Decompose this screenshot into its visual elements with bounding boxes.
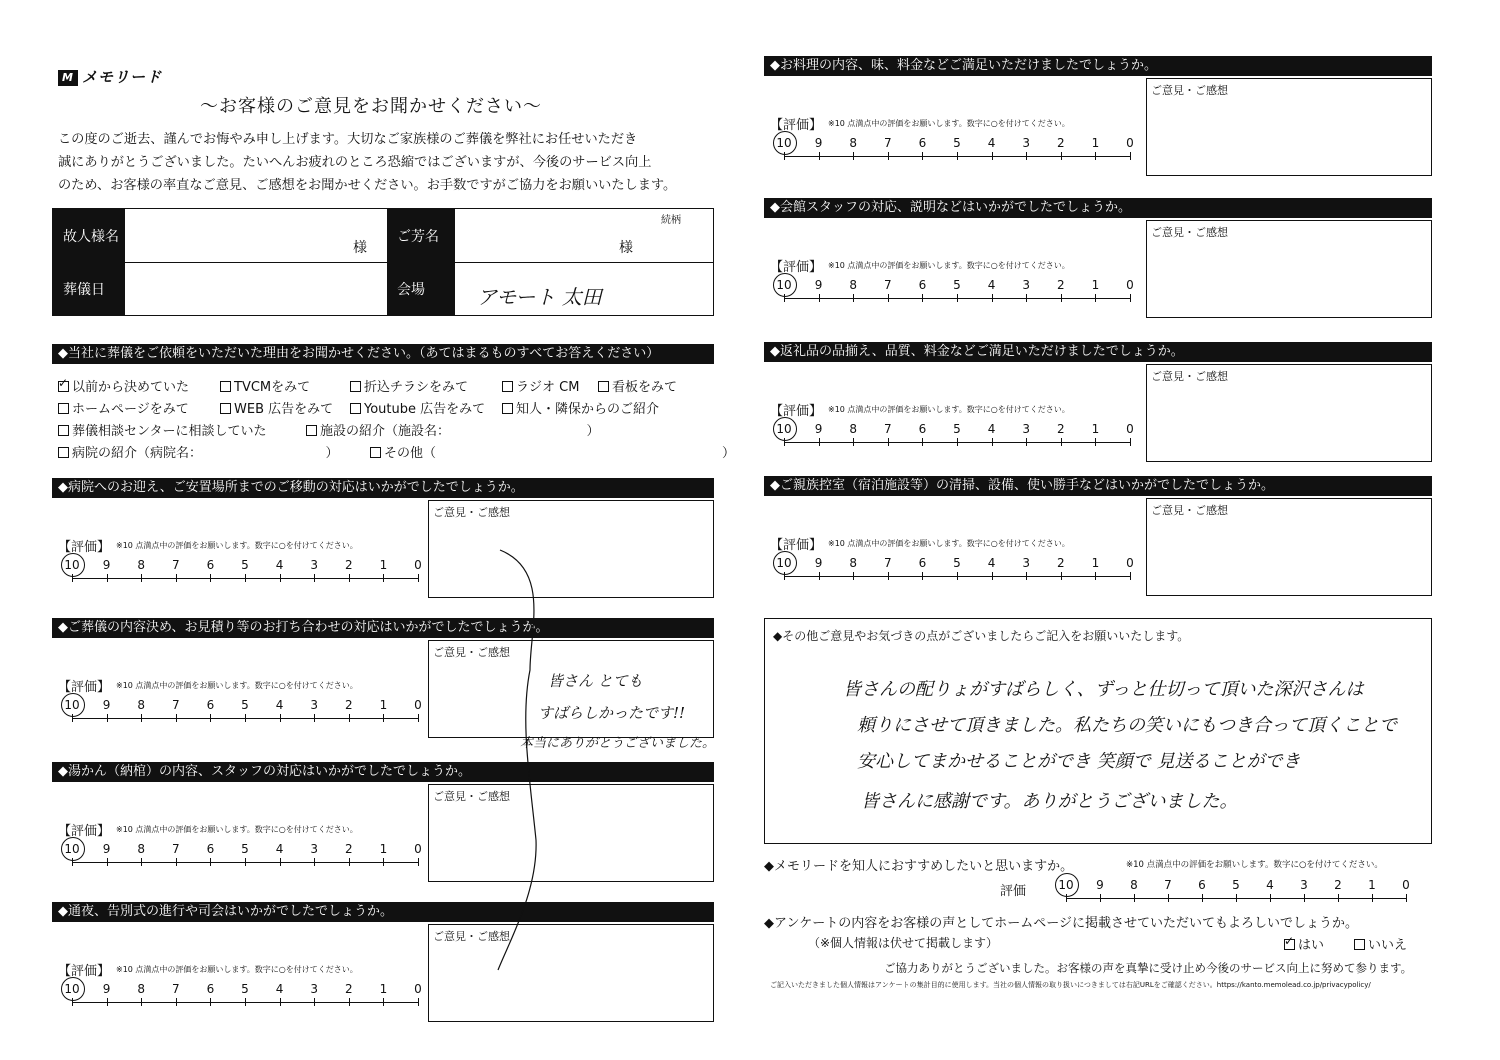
relation-label: 続柄 <box>661 215 681 226</box>
rating-option-3[interactable]: 3 <box>1022 278 1030 292</box>
q4-rating-scale <box>64 982 422 1008</box>
rating-option-2[interactable]: 2 <box>1056 556 1065 570</box>
rating-option-2[interactable]: 2 <box>344 982 353 996</box>
comment-label: ご意見・ご感想 <box>1151 84 1228 97</box>
recommend-question: ◆メモリードを知人におすすめしたいと思いますか。 <box>764 859 1074 874</box>
handwritten-note-line: 本当にありがとうございました。 <box>520 736 716 751</box>
question-heading-q1: ◆病院へのお迎え、ご安置場所までのご移動の対応はいかがでしたでしょうか。 <box>52 478 714 498</box>
rating-option-8[interactable]: 8 <box>137 982 145 996</box>
reason-label: WEB 広告をみて <box>234 402 334 417</box>
reason-checkbox[interactable] <box>370 447 381 458</box>
other-line: 皆さんに感謝です。ありがとうございました。 <box>861 791 1238 812</box>
rating-option-4[interactable]: 4 <box>987 136 996 150</box>
reason-option[interactable] <box>220 376 310 395</box>
rating-option-8[interactable]: 8 <box>849 136 857 150</box>
comment-label: ご意見・ご感想 <box>433 790 510 803</box>
rating-option-1[interactable]: 1 <box>379 558 388 572</box>
rating-label: 【評価】 <box>770 260 823 275</box>
rating-option-6[interactable]: 6 <box>206 982 215 996</box>
rating-option-10[interactable]: 10 <box>64 982 80 996</box>
rating-option-9[interactable]: 9 <box>102 982 111 996</box>
rating-option-3[interactable]: 3 <box>1022 556 1030 570</box>
recommend-rating-label: 評価 <box>1000 884 1027 899</box>
rating-option-7[interactable]: 7 <box>883 136 892 150</box>
other-line: 安心してまかせることができ 笑顔で 見送ることができ <box>857 751 1301 772</box>
comment-box-q7[interactable] <box>1146 364 1432 462</box>
rating-option-8[interactable]: 8 <box>849 556 857 570</box>
handwritten-note-line: すばらしかったです!! <box>538 704 686 722</box>
rating-option-10[interactable]: 10 <box>1058 878 1074 892</box>
reason-option[interactable] <box>350 376 468 395</box>
rating-option-4[interactable]: 4 <box>275 982 284 996</box>
reason-checkbox[interactable] <box>220 403 231 414</box>
rating-option-1[interactable]: 1 <box>1368 878 1376 892</box>
rating-option-2[interactable]: 2 <box>1056 136 1065 150</box>
q2-rating-scale <box>64 698 422 724</box>
rating-label: 【評価】 <box>58 964 111 979</box>
company-logo <box>58 66 162 87</box>
rating-option-0[interactable]: 0 <box>414 982 422 996</box>
footer-privacy: ご記入いただきました個人情報はアンケートの集計目的に使用します。当社の個人情報の取り扱いにつきましては右記URLをご確認ください。https://kanto.memolead.co.jp/privacypolicy/ <box>770 981 1371 989</box>
rating-note: ※10 点満点中の評価をお願いします。数字に○を付けてください。 <box>828 539 1070 548</box>
footer-thanks: ご協力ありがとうございました。お客様の声を真摯に受け止め今後のサービス向上に努めて参ります。 <box>884 961 1413 975</box>
publish-yes-option[interactable] <box>1284 934 1324 953</box>
publish-yes-label: はい <box>1298 938 1325 953</box>
rating-option-5[interactable]: 5 <box>953 422 961 436</box>
rating-option-1[interactable]: 1 <box>379 982 388 996</box>
rating-option-3[interactable]: 3 <box>1022 422 1030 436</box>
deceased-suffix: 様 <box>353 240 367 256</box>
comment-box-q6[interactable] <box>1146 220 1432 318</box>
rating-option-3[interactable]: 3 <box>310 558 318 572</box>
comment-label: ご意見・ご感想 <box>1151 370 1228 383</box>
rating-option-10[interactable]: 10 <box>64 558 80 572</box>
rating-option-6[interactable]: 6 <box>918 422 927 436</box>
q3-rating-scale <box>64 842 422 868</box>
comment-box-q3[interactable] <box>428 784 714 882</box>
rating-option-3[interactable]: 3 <box>310 698 318 712</box>
rating-option-1[interactable]: 1 <box>1091 556 1100 570</box>
reason-checkbox[interactable] <box>58 403 69 414</box>
reason-label: 以前から決めていた <box>72 380 190 395</box>
reason-checkbox[interactable] <box>58 447 69 458</box>
rating-option-9[interactable]: 9 <box>102 698 111 712</box>
reason-label: 看板をみて <box>612 380 678 395</box>
rating-option-8[interactable]: 8 <box>137 558 145 572</box>
publish-no-label: いいえ <box>1368 938 1408 953</box>
rating-note: ※10 点満点中の評価をお願いします。数字に○を付けてください。 <box>116 681 358 690</box>
intro-line: 誠にありがとうございました。たいへんお疲れのところ恐縮ではございますが、今後のサービス向上 <box>58 155 652 170</box>
question-heading-q2: ◆ご葬儀の内容決め、お見積り等のお打ち合わせの対応はいかがでしたでしょうか。 <box>52 618 714 638</box>
rating-option-0[interactable]: 0 <box>1126 278 1134 292</box>
other-comments-box <box>764 618 1432 844</box>
question-heading-q3: ◆湯かん（納棺）の内容、スタッフの対応はいかがでしたでしょうか。 <box>52 762 714 782</box>
rating-option-4[interactable]: 4 <box>275 698 284 712</box>
rating-option-7[interactable]: 7 <box>171 558 180 572</box>
selected-rating-circle <box>773 551 797 575</box>
selected-rating-circle <box>61 977 85 1001</box>
rating-label: 【評価】 <box>58 824 111 839</box>
comment-label: ご意見・ご感想 <box>433 506 510 519</box>
recommend-rating-scale <box>1058 878 1410 904</box>
reason-checkbox[interactable] <box>58 381 69 392</box>
reason-label: 知人・隣保からのご紹介 <box>516 402 660 417</box>
rating-option-9[interactable]: 9 <box>814 556 823 570</box>
rating-option-10[interactable]: 10 <box>776 278 792 292</box>
question-heading-q7: ◆返礼品の品揃え、品質、料金などご満足いただけましたでしょうか。 <box>764 342 1432 362</box>
reason-option[interactable] <box>350 398 485 417</box>
reason-checkbox[interactable] <box>306 425 317 436</box>
rating-label: 【評価】 <box>770 538 823 553</box>
rating-option-9[interactable]: 9 <box>814 422 823 436</box>
rating-note: ※10 点満点中の評価をお願いします。数字に○を付けてください。 <box>116 541 358 550</box>
reason-checkbox[interactable] <box>220 381 231 392</box>
question-heading-q8: ◆ご親族控室（宿泊施設等）の清掃、設備、使い勝手などはいかがでしたでしょうか。 <box>764 476 1432 496</box>
rating-option-4[interactable]: 4 <box>987 556 996 570</box>
rating-option-10[interactable]: 10 <box>776 136 792 150</box>
rating-option-6[interactable]: 6 <box>918 278 927 292</box>
reason-label: ラジオ CM <box>516 380 580 395</box>
rating-option-8[interactable]: 8 <box>849 278 857 292</box>
rating-option-8[interactable]: 8 <box>1130 878 1138 892</box>
rating-option-9[interactable]: 9 <box>814 136 823 150</box>
reason-label: Youtube 広告をみて <box>364 402 486 417</box>
rating-option-7[interactable]: 7 <box>1164 878 1172 892</box>
rating-label: 【評価】 <box>58 540 111 555</box>
reason-label: 病院の紹介（病院名： ） <box>72 446 339 461</box>
rating-option-5[interactable]: 5 <box>241 558 249 572</box>
question-heading-q4: ◆通夜、告別式の進行や司会はいかがでしたでしょうか。 <box>52 902 714 922</box>
deceased-label: 故人様名 <box>53 209 125 262</box>
rating-option-1[interactable]: 1 <box>1091 278 1100 292</box>
logo-text: メモリード <box>82 68 163 86</box>
venue-label: 会場 <box>387 263 455 315</box>
rating-note: ※10 点満点中の評価をお願いします。数字に○を付けてください。 <box>828 405 1070 414</box>
reason-checkbox[interactable] <box>598 381 609 392</box>
reason-option[interactable] <box>58 376 189 395</box>
reason-checkbox[interactable] <box>58 425 69 436</box>
q5-rating-scale <box>776 136 1134 162</box>
rating-option-4[interactable]: 4 <box>275 842 284 856</box>
rating-option-6[interactable]: 6 <box>918 556 927 570</box>
reason-option[interactable] <box>58 442 339 461</box>
reason-label: ホームページをみて <box>72 402 189 417</box>
comment-box-q1[interactable] <box>428 500 714 598</box>
rating-option-6[interactable]: 6 <box>1198 878 1206 892</box>
rating-option-6[interactable]: 6 <box>206 842 215 856</box>
rating-option-7[interactable]: 7 <box>883 422 892 436</box>
other-heading: ◆その他ご意見やお気づきの点がございましたらご記入をお願いいたします。 <box>773 629 1190 643</box>
rating-option-7[interactable]: 7 <box>171 698 180 712</box>
selected-rating-circle <box>773 131 797 155</box>
venue-value: アモート 太田 <box>477 285 602 309</box>
rating-option-9[interactable]: 9 <box>1096 878 1104 892</box>
rating-note: ※10 点満点中の評価をお願いします。数字に○を付けてください。 <box>116 965 358 974</box>
rating-option-2[interactable]: 2 <box>1056 278 1065 292</box>
rating-option-4[interactable]: 4 <box>275 558 284 572</box>
rating-option-0[interactable]: 0 <box>1402 878 1410 892</box>
other-line: 頼りにさせて頂きました。私たちの笑いにもつき合って頂くことで <box>857 715 1397 736</box>
publish-note: （※個人情報は伏せて掲載します） <box>808 936 999 950</box>
rating-option-5[interactable]: 5 <box>241 982 249 996</box>
rating-option-0[interactable]: 0 <box>414 698 422 712</box>
rating-option-9[interactable]: 9 <box>102 842 111 856</box>
selected-rating-circle <box>61 693 85 717</box>
reason-option[interactable] <box>220 398 333 417</box>
publish-no-checkbox[interactable] <box>1354 939 1365 950</box>
comment-label: ご意見・ご感想 <box>433 646 510 659</box>
name-label: ご芳名 <box>387 209 455 262</box>
rating-option-1[interactable]: 1 <box>379 698 388 712</box>
rating-option-4[interactable]: 4 <box>987 278 996 292</box>
rating-option-8[interactable]: 8 <box>137 698 145 712</box>
rating-option-6[interactable]: 6 <box>206 698 215 712</box>
rating-option-2[interactable]: 2 <box>344 842 353 856</box>
rating-option-7[interactable]: 7 <box>171 842 180 856</box>
rating-option-7[interactable]: 7 <box>171 982 180 996</box>
rating-option-0[interactable]: 0 <box>1126 136 1134 150</box>
rating-option-4[interactable]: 4 <box>1266 878 1274 892</box>
page-title: 〜お客様のご意見をお聞かせください〜 <box>200 96 542 117</box>
question-heading-q5: ◆お料理の内容、味、料金などご満足いただけましたでしょうか。 <box>764 56 1432 76</box>
reason-option[interactable] <box>58 398 189 417</box>
reason-label: 葬儀相談センターに相談していた <box>72 424 267 439</box>
rating-option-5[interactable]: 5 <box>241 698 249 712</box>
reason-checkbox[interactable] <box>502 381 513 392</box>
q8-rating-scale <box>776 556 1134 582</box>
selected-rating-circle <box>61 837 85 861</box>
name-suffix: 様 <box>619 240 633 256</box>
rating-option-5[interactable]: 5 <box>953 136 961 150</box>
rating-option-10[interactable]: 10 <box>64 842 80 856</box>
comment-box-q5[interactable] <box>1146 78 1432 176</box>
publish-yes-checkbox[interactable] <box>1284 939 1295 950</box>
reason-label: その他（ ） <box>384 446 736 461</box>
reason-option[interactable] <box>598 376 677 395</box>
rating-option-1[interactable]: 1 <box>379 842 388 856</box>
reason-label: 折込チラシをみて <box>364 380 469 395</box>
selected-rating-circle <box>61 553 85 577</box>
selected-rating-circle <box>773 273 797 297</box>
rating-option-3[interactable]: 3 <box>310 842 318 856</box>
intro-text <box>58 128 718 197</box>
rating-note: ※10 点満点中の評価をお願いします。数字に○を付けてください。 <box>828 261 1070 270</box>
comment-label: ご意見・ご感想 <box>433 930 510 943</box>
rating-option-7[interactable]: 7 <box>883 278 892 292</box>
rating-option-0[interactable]: 0 <box>414 558 422 572</box>
rating-option-10[interactable]: 10 <box>64 698 80 712</box>
intro-line: のため、お客様の率直なご意見、ご感想をお聞かせください。お手数ですがご協力をお願いいたします。 <box>58 178 677 193</box>
rating-label: 【評価】 <box>58 680 111 695</box>
rating-label: 【評価】 <box>770 118 823 133</box>
reason-label: TVCMをみて <box>234 380 311 395</box>
reason-option[interactable] <box>306 420 600 439</box>
rating-option-2[interactable]: 2 <box>1056 422 1065 436</box>
rating-note: ※10 点満点中の評価をお願いします。数字に○を付けてください。 <box>116 825 358 834</box>
handwritten-note-line: 皆さん とても <box>548 672 643 690</box>
reason-checkbox[interactable] <box>350 403 361 414</box>
publish-no-option[interactable] <box>1354 934 1407 953</box>
rating-option-5[interactable]: 5 <box>953 278 961 292</box>
reason-label: 施設の紹介（施設名： ） <box>320 424 600 439</box>
rating-option-5[interactable]: 5 <box>241 842 249 856</box>
rating-option-2[interactable]: 2 <box>344 698 353 712</box>
comment-box-q8[interactable] <box>1146 498 1432 596</box>
date-label: 葬儀日 <box>53 263 125 315</box>
rating-option-0[interactable]: 0 <box>414 842 422 856</box>
comment-label: ご意見・ご感想 <box>1151 226 1228 239</box>
rating-label: 【評価】 <box>770 404 823 419</box>
rating-option-5[interactable]: 5 <box>953 556 961 570</box>
rating-option-1[interactable]: 1 <box>1091 422 1100 436</box>
reason-option[interactable] <box>370 442 735 461</box>
q1-rating-scale <box>64 558 422 584</box>
rating-option-10[interactable]: 10 <box>776 422 792 436</box>
rating-option-3[interactable]: 3 <box>1022 136 1030 150</box>
customer-info-table <box>52 208 714 316</box>
other-line: 皆さんの配りょがすばらしく、ずっと仕切って頂いた深沢さんは <box>843 679 1364 700</box>
reason-checkbox[interactable] <box>502 403 513 414</box>
publish-question: ◆アンケートの内容をお客様の声としてホームページに掲載させていただいてもよろしいでしょうか。 <box>764 916 1358 931</box>
intro-line: この度のご逝去、謹んでお悔やみ申し上げます。大切なご家族様のご葬儀を弊社にお任せいただき <box>58 132 638 147</box>
reason-option[interactable] <box>58 420 266 439</box>
rating-option-7[interactable]: 7 <box>883 556 892 570</box>
question-heading-q6: ◆会館スタッフの対応、説明などはいかがでしたでしょうか。 <box>764 198 1432 218</box>
rating-option-2[interactable]: 2 <box>344 558 353 572</box>
recommend-note: ※10 点満点中の評価をお願いします。数字に○を付けてください。 <box>1126 860 1383 870</box>
rating-option-8[interactable]: 8 <box>849 422 857 436</box>
rating-option-0[interactable]: 0 <box>1126 556 1134 570</box>
rating-option-9[interactable]: 9 <box>102 558 111 572</box>
reasons-heading: ◆当社に葬儀をご依頼をいただいた理由をお聞かせください。（あてはまるものすべてお答えください） <box>52 344 714 364</box>
comment-label: ご意見・ご感想 <box>1151 504 1228 517</box>
rating-option-5[interactable]: 5 <box>1232 878 1240 892</box>
selected-rating-circle <box>773 417 797 441</box>
comment-box-q4[interactable] <box>428 924 714 1022</box>
reason-option[interactable] <box>502 398 659 417</box>
q6-rating-scale <box>776 278 1134 304</box>
reason-checkbox[interactable] <box>350 381 361 392</box>
q7-rating-scale <box>776 422 1134 448</box>
rating-option-0[interactable]: 0 <box>1126 422 1134 436</box>
rating-option-8[interactable]: 8 <box>137 842 145 856</box>
selected-rating-circle <box>1055 873 1079 897</box>
rating-option-2[interactable]: 2 <box>1334 878 1342 892</box>
reason-option[interactable] <box>502 376 579 395</box>
rating-option-6[interactable]: 6 <box>206 558 215 572</box>
logo-mark-icon: M <box>58 70 78 86</box>
rating-option-3[interactable]: 3 <box>1300 878 1308 892</box>
rating-option-9[interactable]: 9 <box>814 278 823 292</box>
rating-note: ※10 点満点中の評価をお願いします。数字に○を付けてください。 <box>828 119 1070 128</box>
rating-option-4[interactable]: 4 <box>987 422 996 436</box>
rating-option-10[interactable]: 10 <box>776 556 792 570</box>
rating-option-6[interactable]: 6 <box>918 136 927 150</box>
rating-option-1[interactable]: 1 <box>1091 136 1100 150</box>
rating-option-3[interactable]: 3 <box>310 982 318 996</box>
handwritten-arrow-icon <box>490 540 560 980</box>
